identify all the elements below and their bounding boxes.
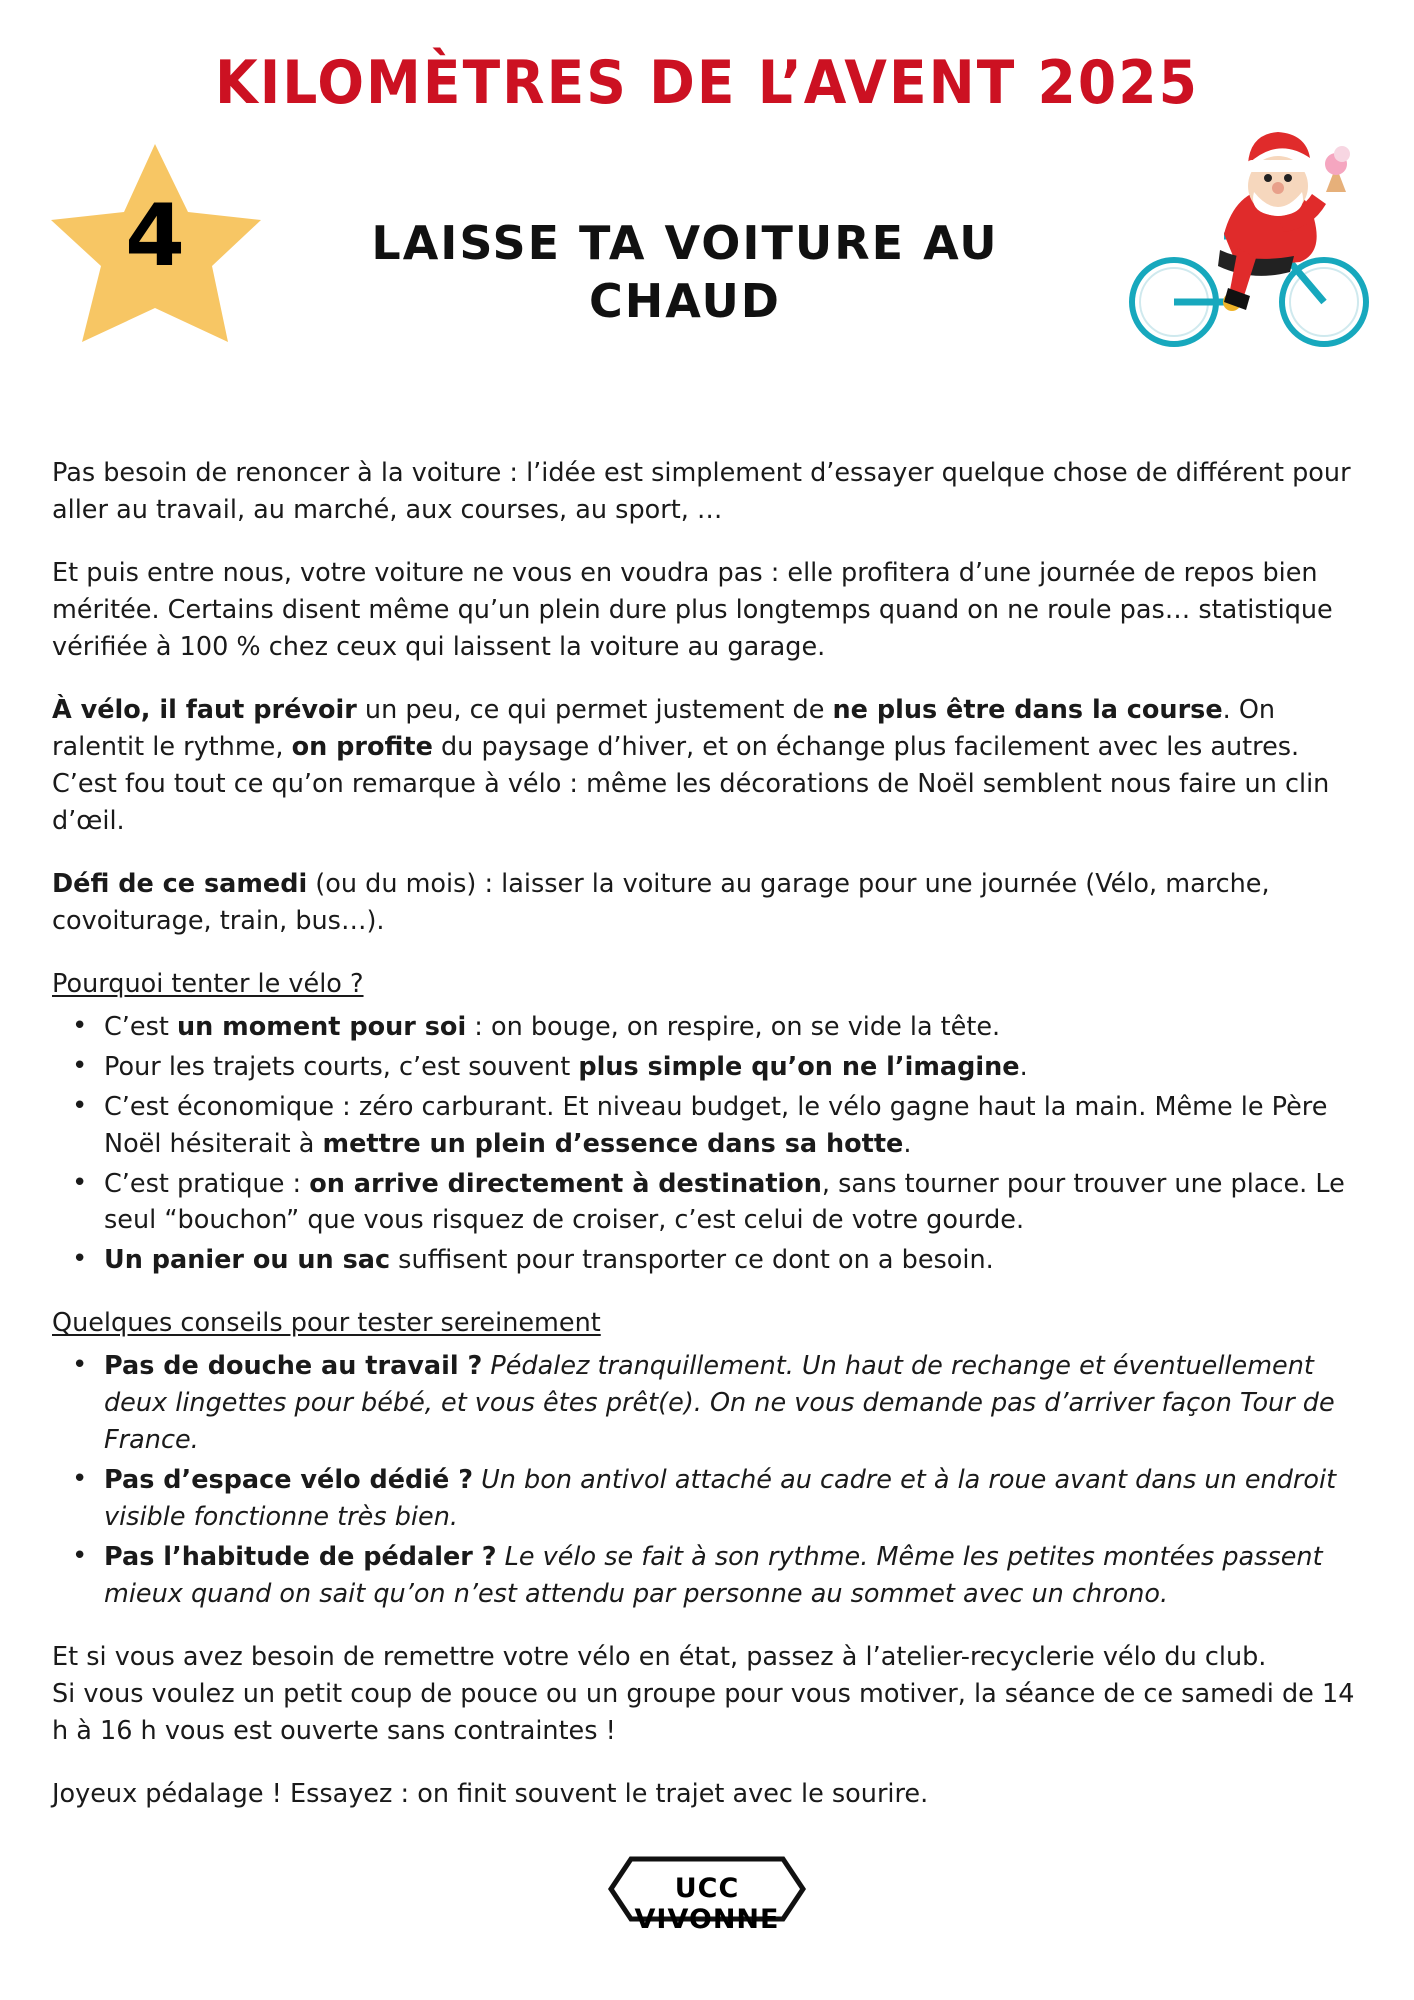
day-number: 4 xyxy=(125,186,185,286)
paragraph-3-bold-1: À vélo, il faut prévoir xyxy=(52,694,357,725)
list-item-bold: on arrive directement à destination xyxy=(309,1168,822,1199)
paragraph-3 xyxy=(52,692,1370,840)
list-item-text-1: C’est xyxy=(104,1011,177,1042)
logo-badge-shape xyxy=(607,1855,807,1935)
logo-text: UCC VIVONNE xyxy=(634,1873,780,1935)
tip-question: Pas de douche au travail ? xyxy=(104,1351,483,1382)
tip-question: Pas l’habitude de pédaler ? xyxy=(104,1542,497,1573)
paragraph-3-bold-3: on profite xyxy=(291,731,433,762)
paragraph-2: Et puis entre nous, votre voiture ne vous en voudra pas : elle profitera d’une journée de repos bien méritée. Certains disent même qu’un plein dure plus longtemps quand on ne roule pas… statistique vérifiée à 100 % chez ceux qui laissent la voiture au garage. xyxy=(52,557,1333,662)
santa-on-bike-icon xyxy=(1128,130,1388,360)
list-item xyxy=(98,1009,1370,1046)
paragraph-3-text-2: . On ralentit le rythme, xyxy=(52,694,1276,762)
list-item xyxy=(98,1049,1370,1086)
challenge-text: (ou du mois) : laisser la voiture au garage pour une journée (Vélo, marche, covoiturage, train, bus…). xyxy=(52,868,1270,936)
list-item xyxy=(98,1539,1370,1613)
paragraph-3-text-1: un peu, ce qui permet justement de xyxy=(356,694,833,725)
list-item-text-2: , sans tourner pour trouver une place. Le seul “bouchon” que vous risquez de croiser, c’est celui de votre gourde. xyxy=(104,1168,1345,1236)
closing-line-2: Si vous voulez un petit coup de pouce ou un groupe pour vous motiver, la séance de ce samedi de 14 h à 16 h vous est ouverte sans contraintes ! xyxy=(52,1679,1355,1747)
paragraph-1: Pas besoin de renoncer à la voiture : l’idée est simplement d’essayer quelque chose de différent pour aller au travail, au marché, aux courses, au sport, … xyxy=(52,458,1351,525)
list-item-bold: mettre un plein d’essence dans sa hotte xyxy=(322,1128,904,1159)
poster-body xyxy=(52,455,1370,1839)
closing-block xyxy=(52,1639,1370,1750)
closing-line-3: Joyeux pédalage ! Essayez : on finit souvent le trajet avec le sourire. xyxy=(52,1779,929,1810)
why-list xyxy=(52,1009,1370,1280)
club-logo xyxy=(0,1855,1414,1935)
list-item-text-2: . xyxy=(903,1128,912,1159)
paragraph-3-text-3: du paysage d’hiver, et on échange plus facilement avec les autres. C’est fou tout ce qu’on remarque à vélo : même les décorations de Noël semblent nous faire un clin d’œil. xyxy=(52,731,1330,836)
poster-title xyxy=(0,48,1414,118)
list-item-text-2: suffisent pour transporter ce dont on a besoin. xyxy=(390,1245,994,1276)
day-star-badge xyxy=(45,140,265,355)
section-heading-tips: Quelques conseils pour tester sereinement xyxy=(52,1308,601,1339)
tip-answer: Pédalez tranquillement. Un haut de rechange et éventuellement deux lingettes pour bébé, et vous êtes prêt(e). On ne vous demande pas d’arriver façon Tour de France. xyxy=(104,1351,1335,1456)
list-item-text-1: C’est économique : zéro carburant. Et niveau budget, le vélo gagne haut la main. Même le Père Noël hésiterait à xyxy=(104,1091,1328,1159)
tips-list xyxy=(52,1348,1370,1613)
list-item-text-1: C’est pratique : xyxy=(104,1168,310,1199)
list-item xyxy=(98,1348,1370,1459)
closing-line-1: Et si vous avez besoin de remettre votre vélo en état, passez à l’atelier-recyclerie vélo du club. xyxy=(52,1642,1267,1673)
paragraph-3-bold-2: ne plus être dans la course xyxy=(832,694,1223,725)
list-item-text-2: . xyxy=(1019,1051,1028,1082)
list-item-text-1: Pour les trajets courts, c’est souvent xyxy=(104,1051,579,1082)
paragraph-4-challenge xyxy=(52,866,1370,940)
poster-title-text: KILOMÈTRES DE L’AVENT 2025 xyxy=(215,48,1199,118)
list-item xyxy=(98,1242,1370,1279)
section-heading-why: Pourquoi tenter le vélo ? xyxy=(52,968,364,999)
list-item-bold: Un panier ou un sac xyxy=(104,1245,391,1276)
tip-answer: Un bon antivol attaché au cadre et à la roue avant dans un endroit visible fonctionne très bien. xyxy=(104,1465,1337,1533)
list-item xyxy=(98,1166,1370,1240)
tip-answer: Le vélo se fait à son rythme. Même les petites montées passent mieux quand on sait qu’on n’est attendu par personne au sommet avec un chrono. xyxy=(104,1542,1323,1610)
list-item-bold: plus simple qu’on ne l’imagine xyxy=(578,1051,1020,1082)
challenge-label: Défi de ce samedi xyxy=(52,868,308,899)
list-item xyxy=(98,1089,1370,1163)
list-item xyxy=(98,1462,1370,1536)
tip-question: Pas d’espace vélo dédié ? xyxy=(104,1465,473,1496)
poster-headline: LAISSE TA VOITURE AU CHAUD xyxy=(371,216,999,328)
list-item-text-2: : on bouge, on respire, on se vide la tête. xyxy=(466,1011,1001,1042)
list-item-bold: un moment pour soi xyxy=(177,1011,467,1042)
